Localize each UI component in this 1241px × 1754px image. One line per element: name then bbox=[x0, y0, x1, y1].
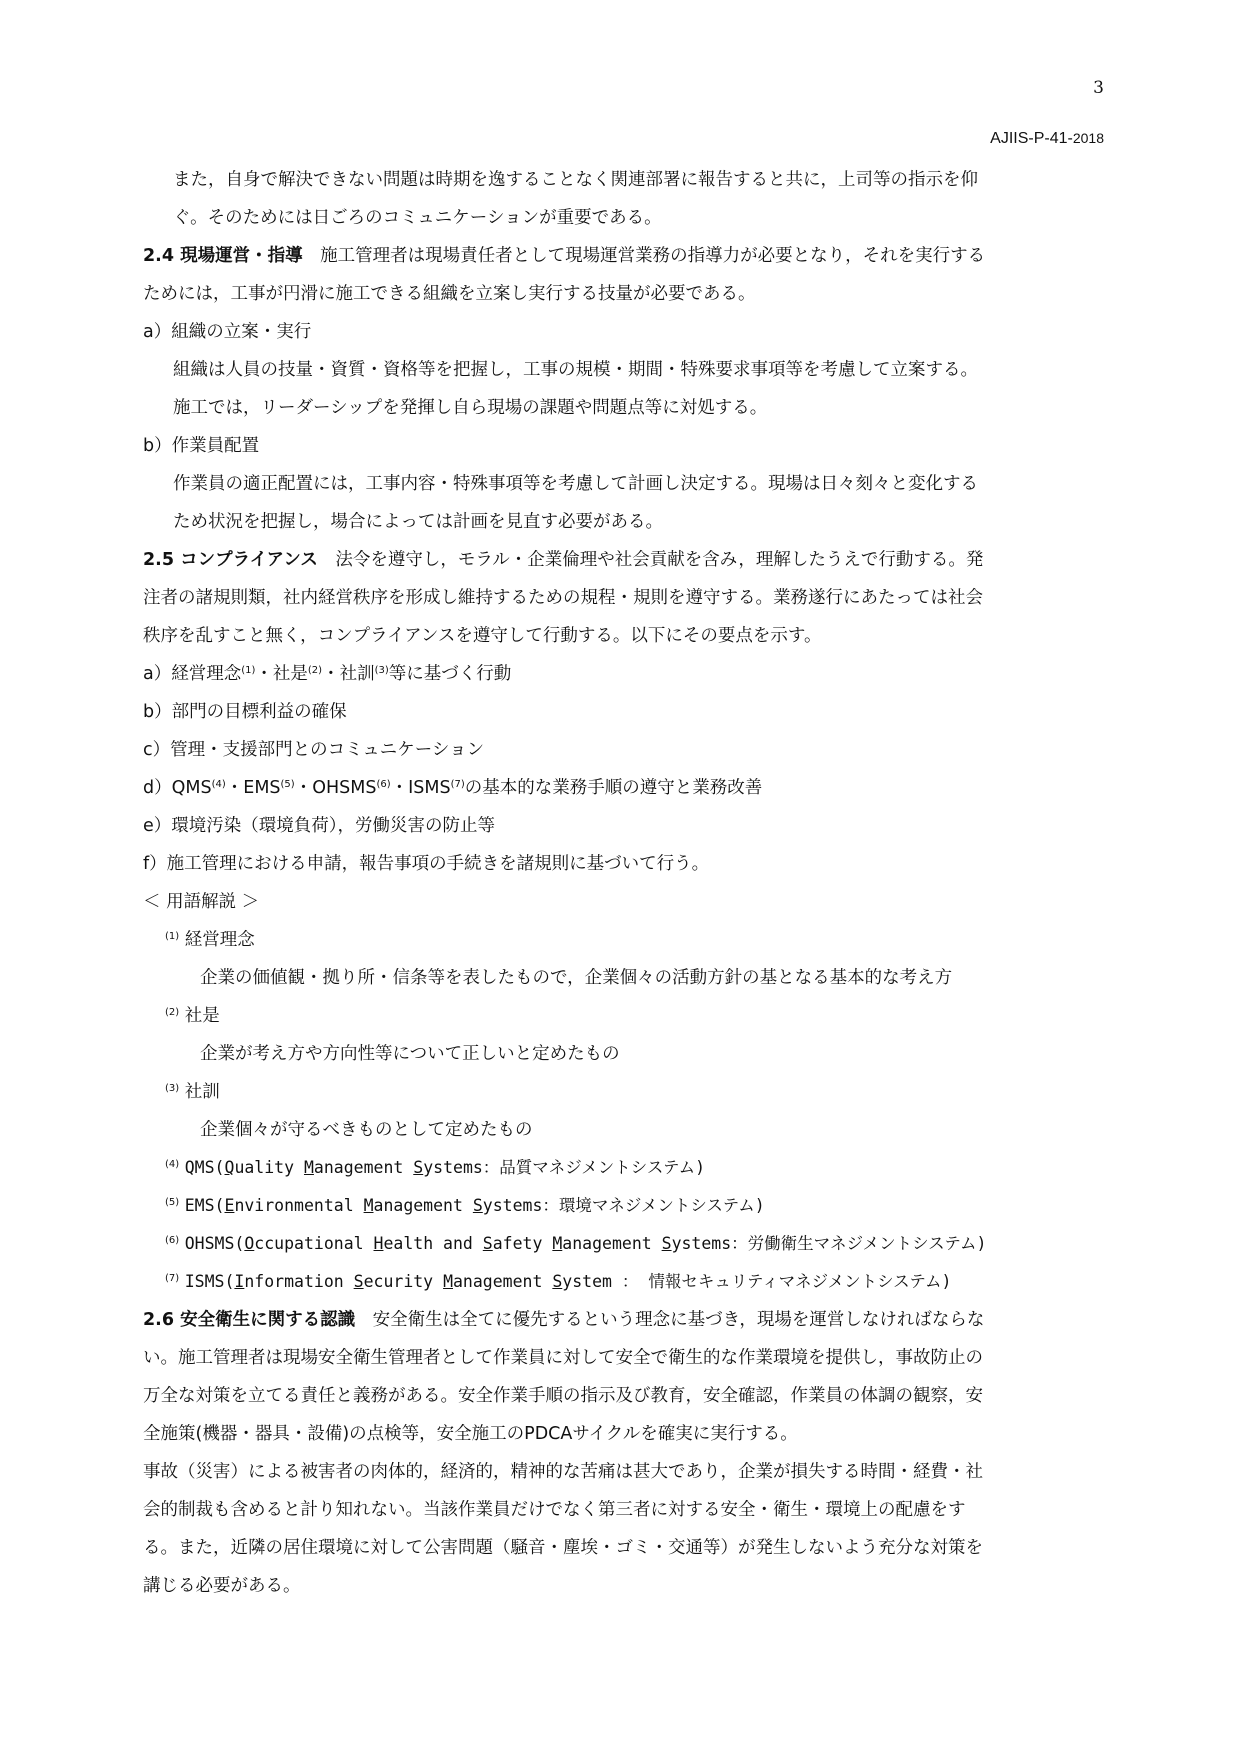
section-2-6-paragraph-2-line-3: る。また，近隣の居住環境に対して公害問題（騒音・塵埃・ゴミ・交通等）が発生しないよう充分な対策を bbox=[143, 1538, 983, 1558]
list-item-d-text: の基本的な業務手順の遵守と業務改善 bbox=[464, 778, 763, 798]
section-2-4-item-a-label: a）組織の立案・実行 bbox=[143, 322, 312, 342]
footnote-ref: (2) bbox=[307, 665, 323, 676]
list-item-c: c）管理・支援部門とのコミュニケーション bbox=[143, 740, 485, 760]
section-2-5-heading: 2.5 コンプライアンス bbox=[143, 550, 318, 570]
document-id-year: 2018 bbox=[1072, 130, 1104, 146]
section-2-6-line-4: 全施策(機器・器具・設備)の点検等，安全施工のPDCAサイクルを確実に実行する。 bbox=[143, 1424, 798, 1444]
glossary-text: I bbox=[234, 1272, 245, 1291]
list-item-a-text: ・社訓 bbox=[322, 664, 375, 684]
document-id-prefix: AJIIS-P-41- bbox=[990, 130, 1073, 147]
footnote-ref: (1) bbox=[241, 665, 256, 676]
list-item-e: e）環境汚染（環境負荷），労働災害の防止等 bbox=[143, 816, 496, 836]
glossary-text: EMS( bbox=[184, 1196, 225, 1215]
section-2-6-heading: 2.6 安全衛生に関する認識 bbox=[143, 1310, 356, 1330]
list-item-a-text: a）経営理念 bbox=[143, 664, 242, 684]
footnote-ref: (6) bbox=[376, 779, 391, 790]
list-item-d-text: ・EMS bbox=[225, 778, 281, 798]
glossary-text: M bbox=[443, 1272, 453, 1291]
section-2-4-item-a-line-2: 施工では，リーダーシップを発揮し自ら現場の課題や問題点等に対処する。 bbox=[173, 398, 768, 418]
glossary-text: O bbox=[244, 1234, 255, 1253]
list-item-d-text: d）QMS bbox=[143, 778, 212, 798]
footnote-ref: (3) bbox=[374, 665, 389, 676]
footnote-number: (5) bbox=[165, 1197, 180, 1208]
section-2-6-first-line bbox=[143, 1308, 984, 1332]
section-2-5-text: 法令を遵守し，モラル・企業倫理や社会貢献を含み，理解したうえで行動する。発 bbox=[317, 550, 984, 570]
glossary-text: anagement bbox=[453, 1272, 553, 1291]
glossary-entry-5 bbox=[165, 1194, 765, 1218]
glossary-text: S bbox=[413, 1158, 424, 1177]
footnote-ref: (4) bbox=[211, 779, 226, 790]
footnote-number: (6) bbox=[165, 1235, 180, 1246]
glossary-text: M bbox=[552, 1234, 563, 1253]
glossary-entry-2-term bbox=[165, 1004, 220, 1028]
glossary-text: S bbox=[472, 1196, 483, 1215]
glossary-text: M bbox=[363, 1196, 374, 1215]
footnote-number: (3) bbox=[165, 1083, 180, 1094]
glossary-text: ystem ： 情報セキュリティマネジメントシステム) bbox=[562, 1272, 952, 1291]
glossary-entry-3-term bbox=[165, 1080, 220, 1104]
glossary-text: nvironmental bbox=[234, 1196, 364, 1215]
glossary-text: QMS( bbox=[184, 1158, 225, 1177]
glossary-text: anagement bbox=[562, 1234, 662, 1253]
glossary-entry-7 bbox=[165, 1270, 951, 1294]
glossary-text: ecurity bbox=[363, 1272, 444, 1291]
list-item-d-text: ・OHSMS bbox=[294, 778, 377, 798]
section-2-6-paragraph-2-line-1: 事故（災害）による被害者の肉体的，経済的，精神的な苦痛は甚大であり，企業が損失する時間・経費・社 bbox=[143, 1462, 983, 1482]
section-2-6-text: 安全衛生は全てに優先するという理念に基づき，現場を運営しなければならな bbox=[355, 1310, 985, 1330]
section-2-6-line-3: 万全な対策を立てる責任と義務がある。安全作業手順の指示及び教育，安全確認，作業員の体調の観察，安 bbox=[143, 1386, 983, 1406]
glossary-text: nformation bbox=[244, 1272, 354, 1291]
list-item-d bbox=[143, 776, 762, 800]
section-2-4-item-a-line-1: 組織は人員の技量・資質・資格等を把握し，工事の規模・期間・特殊要求事項等を考慮して立案する。 bbox=[173, 360, 978, 380]
glossary-term: 社是 bbox=[184, 1006, 220, 1026]
glossary-text: uality bbox=[234, 1158, 304, 1177]
glossary-text: ISMS( bbox=[184, 1272, 235, 1291]
section-2-4-heading: 2.4 現場運営・指導 bbox=[143, 246, 303, 266]
section-2-5-line-2: 注者の諸規則類，社内経営秩序を形成し維持するための規程・規則を遵守する。業務遂行にあたっては社会 bbox=[143, 588, 983, 608]
footnote-ref: (5) bbox=[280, 779, 295, 790]
list-item-d-text: ・ISMS bbox=[390, 778, 451, 798]
intro-line-1: また，自身で解決できない問題は時期を逸することなく関連部署に報告すると共に，上司等の指示を仰 bbox=[173, 170, 978, 190]
footnote-number: (4) bbox=[165, 1159, 180, 1170]
section-2-5-line-3: 秩序を乱すこと無く，コンプライアンスを遵守して行動する。以下にその要点を示す。 bbox=[143, 626, 822, 646]
section-2-4-line-2: ためには，工事が円滑に施工できる組織を立案し実行する技量が必要である。 bbox=[143, 284, 756, 304]
glossary-text: OHSMS( bbox=[184, 1234, 245, 1253]
glossary-text: ystems：労働衛生マネジメントシステム) bbox=[671, 1234, 987, 1253]
footnote-number: (2) bbox=[165, 1007, 180, 1018]
page-number: 3 bbox=[1093, 78, 1104, 98]
glossary-text: H bbox=[373, 1234, 384, 1253]
list-item-a-text: 等に基づく行動 bbox=[388, 664, 512, 684]
section-2-4-item-b-label: b）作業員配置 bbox=[143, 436, 260, 456]
footnote-number: (1) bbox=[165, 931, 180, 942]
glossary-term: 社訓 bbox=[184, 1082, 220, 1102]
glossary-term: 経営理念 bbox=[184, 930, 255, 950]
glossary-entry-3-definition: 企業個々が守るべきものとして定めたもの bbox=[200, 1120, 533, 1140]
glossary-text: M bbox=[303, 1158, 314, 1177]
glossary-entry-6 bbox=[165, 1232, 986, 1256]
intro-line-2: ぐ。そのためには日ごろのコミュニケーションが重要である。 bbox=[173, 208, 662, 228]
glossary-text: ystems：環境マネジメントシステム) bbox=[482, 1196, 765, 1215]
glossary-text: ystems：品質マネジメントシステム) bbox=[423, 1158, 706, 1177]
list-item-a bbox=[143, 662, 511, 686]
list-item-a-text: ・社是 bbox=[255, 664, 308, 684]
section-2-4-text: 施工管理者は現場責任者として現場運営業務の指導力が必要となり，それを実行する bbox=[302, 246, 986, 266]
footnote-ref: (7) bbox=[450, 779, 465, 790]
glossary-text: S bbox=[353, 1272, 364, 1291]
glossary-text: ccupational bbox=[254, 1234, 374, 1253]
glossary-entry-4 bbox=[165, 1156, 705, 1180]
glossary-text: anagement bbox=[313, 1158, 414, 1177]
section-2-6-paragraph-2-line-2: 会的制裁も含めると計り知れない。当該作業員だけでなく第三者に対する安全・衛生・環境上の配慮をす bbox=[143, 1500, 966, 1520]
glossary-title: ＜ 用語解説 ＞ bbox=[143, 892, 260, 912]
section-2-4-item-b-line-2: ため状況を把握し，場合によっては計画を見直す必要がある。 bbox=[173, 512, 663, 532]
glossary-text: S bbox=[661, 1234, 672, 1253]
glossary-text: Q bbox=[224, 1158, 235, 1177]
glossary-text: afety bbox=[492, 1234, 553, 1253]
glossary-text: anagement bbox=[373, 1196, 473, 1215]
section-2-5-first-line bbox=[143, 548, 983, 572]
document-id bbox=[990, 130, 1104, 148]
glossary-entry-1-definition: 企業の価値観・拠り所・信条等を表したもので，企業個々の活動方針の基となる基本的な考え方 bbox=[200, 968, 953, 988]
list-item-f: f）施工管理における申請，報告事項の手続きを諸規則に基づいて行う。 bbox=[143, 854, 710, 874]
glossary-text: S bbox=[552, 1272, 563, 1291]
glossary-entry-2-definition: 企業が考え方や方向性等について正しいと定めたもの bbox=[200, 1044, 620, 1064]
section-2-6-paragraph-2-line-4: 講じる必要がある。 bbox=[143, 1576, 301, 1596]
section-2-6-line-2: い。施工管理者は現場安全衛生管理者として作業員に対して安全で衛生的な作業環境を提供し，事故防止の bbox=[143, 1348, 983, 1368]
glossary-text: E bbox=[224, 1196, 235, 1215]
section-2-4-first-line bbox=[143, 244, 985, 268]
glossary-entry-1-term bbox=[165, 928, 255, 952]
list-item-b: b）部門の目標利益の確保 bbox=[143, 702, 347, 722]
glossary-text: S bbox=[482, 1234, 493, 1253]
footnote-number: (7) bbox=[165, 1273, 180, 1284]
glossary-text: ealth and bbox=[383, 1234, 483, 1253]
section-2-4-item-b-line-1: 作業員の適正配置には，工事内容・特殊事項等を考慮して計画し決定する。現場は日々刻々と変化する bbox=[173, 474, 978, 494]
